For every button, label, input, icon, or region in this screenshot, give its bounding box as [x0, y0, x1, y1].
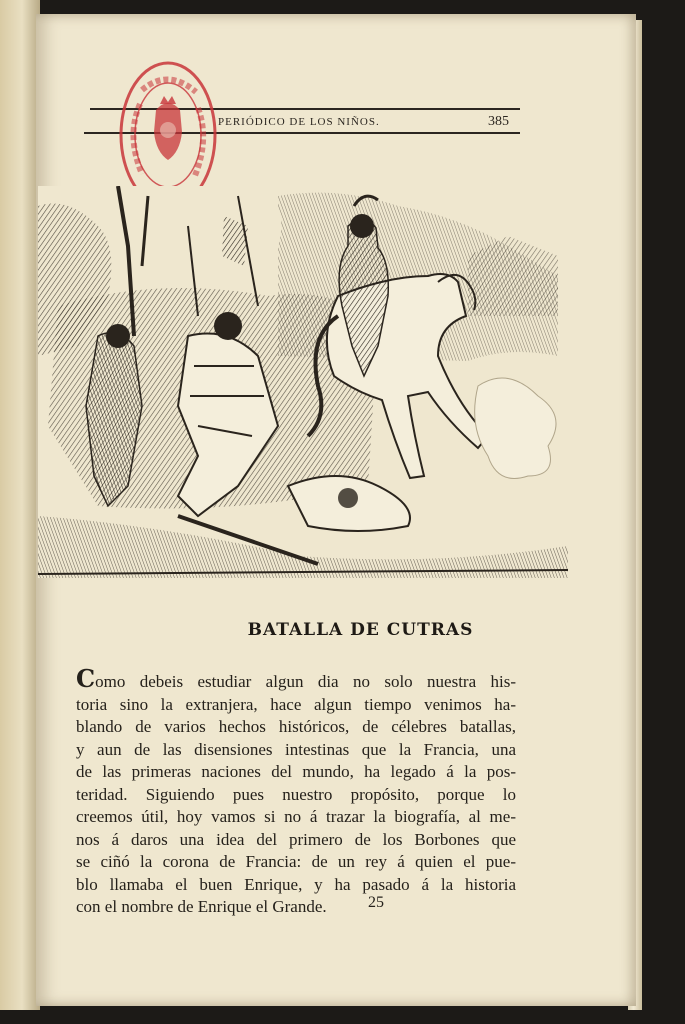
body-line: de las primeras naciones del mundo, ha legado á la pos-	[76, 762, 516, 781]
body-line: toria sino la extranjera, hace algun tiempo venimos ha-	[76, 694, 516, 714]
signature-mark: 25	[368, 894, 384, 911]
body-line: creemos útil, hoy vamos si no á trazar la biografía, al me-	[76, 807, 516, 826]
page-number: 385	[488, 114, 509, 129]
left-page-edge	[0, 0, 40, 1010]
body-line: con el nombre de Enrique el Grande.	[76, 897, 327, 916]
body-line: blo llamaba el buen Enrique, y ha pasado á la historia	[76, 874, 516, 894]
body-line: y aun de las disensiones intestinas que la Francia, una	[76, 739, 516, 759]
drop-cap: C	[76, 664, 96, 693]
body-line: Como debeis estudiar algun dia no solo nuestra his-	[76, 664, 516, 693]
battle-engraving-illustration	[38, 186, 568, 578]
article-title: BATALLA DE CUTRAS	[247, 620, 474, 640]
body-line: nos á daros una idea del primero de los Borbones que	[76, 829, 516, 849]
body-line: se ciñó la corona de Francia: de un rey á quien el pue-	[76, 852, 516, 871]
body-line: blando de varios hechos históricos, de célebres batallas,	[76, 717, 516, 736]
article-body	[76, 664, 516, 919]
body-line: teridad. Siguiendo pues nuestro propósito, porque lo	[76, 784, 516, 804]
running-head: PERIÓDICO DE LOS NIÑOS.	[218, 116, 380, 128]
